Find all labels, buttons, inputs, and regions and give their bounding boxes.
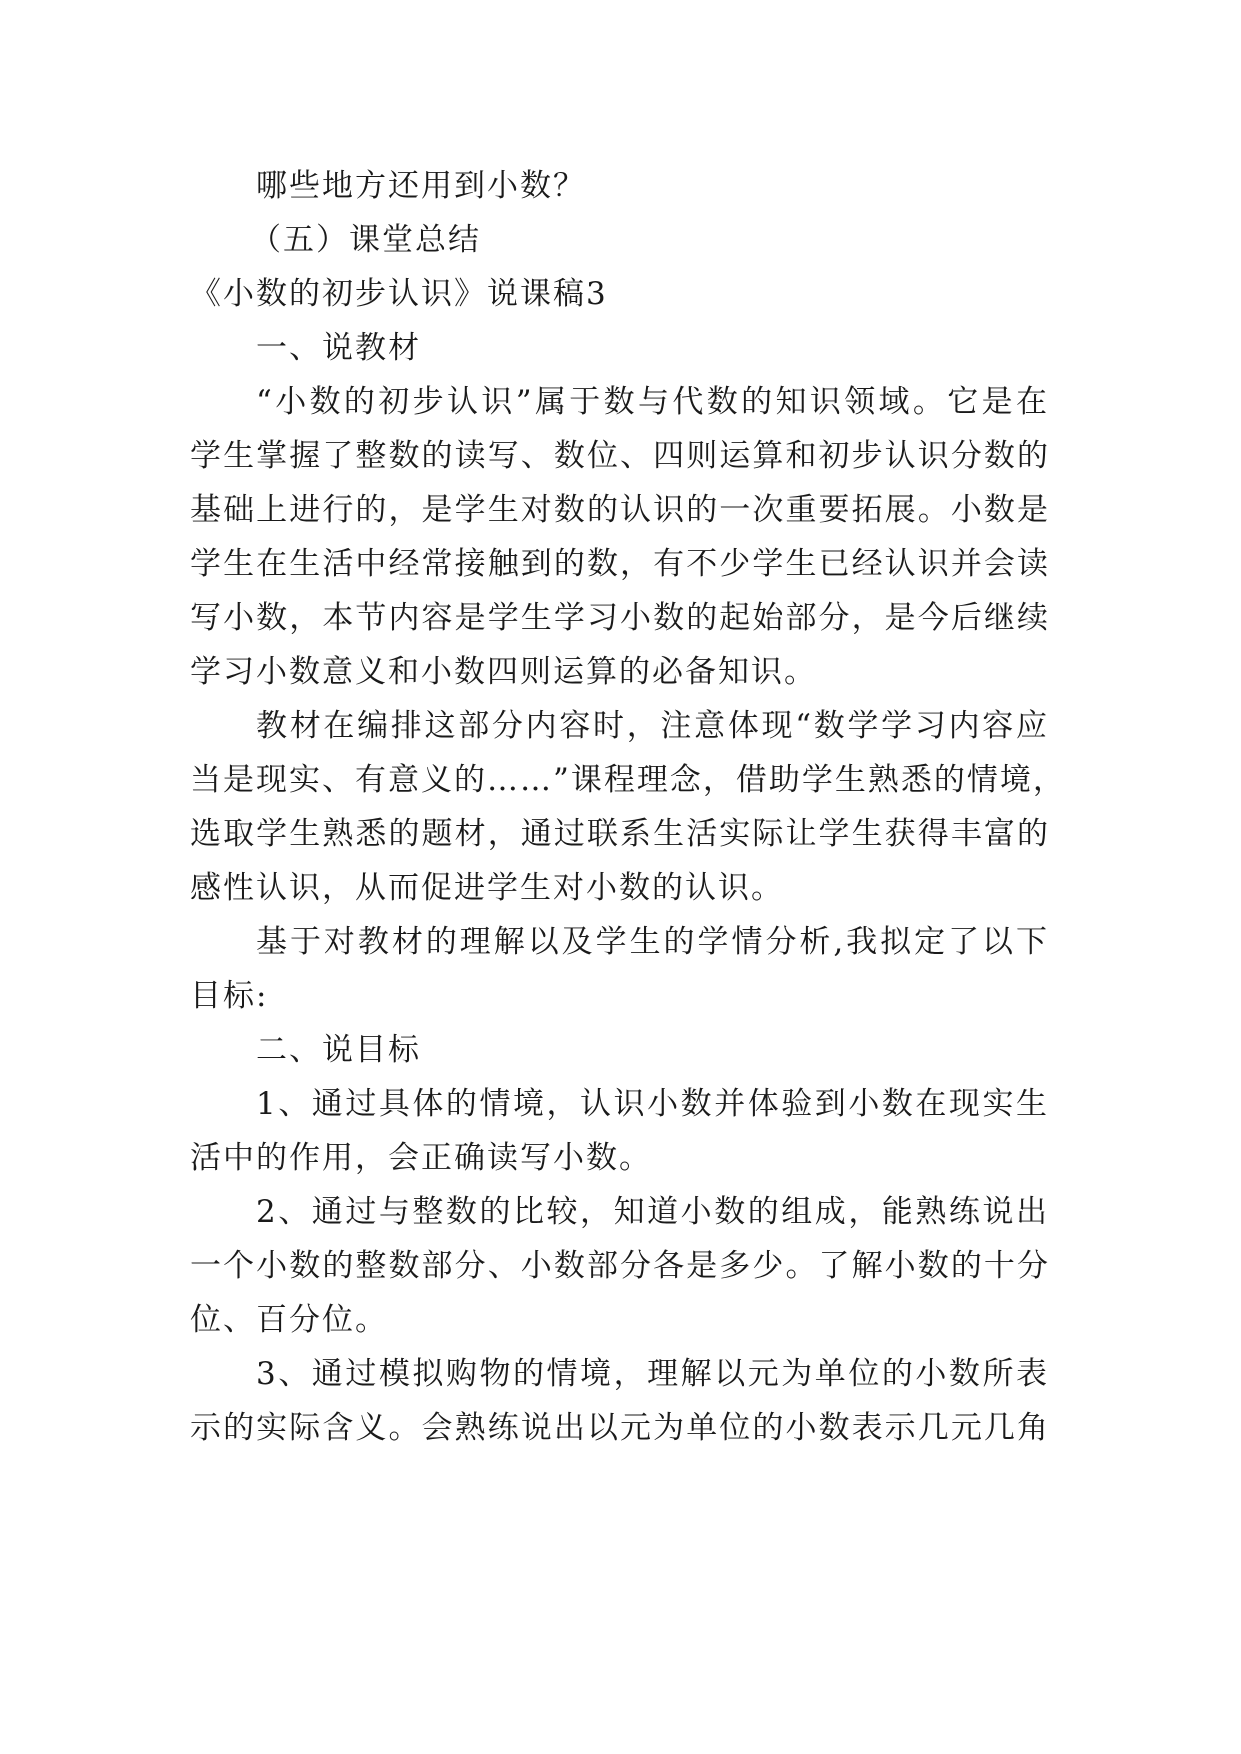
section-heading: （五）课堂总结 [250,222,481,258]
section-heading: 二、说目标 [256,1032,421,1068]
paragraph-line: “小数的初步认识”属于数与代数的知识领域。它是在 [256,384,1049,420]
paragraph-line: 学习小数意义和小数四则运算的必备知识。 [190,654,817,690]
list-item-line: 1、通过具体的情境，认识小数并体验到小数在现实生 [256,1086,1049,1122]
paragraph-line: 选取学生熟悉的题材，通过联系生活实际让学生获得丰富的 [190,816,1050,852]
paragraph-line: 目标: [190,978,269,1014]
paragraph-line: 写小数，本节内容是学生学习小数的起始部分，是今后继续 [190,600,1050,636]
list-item-line: 位、百分位。 [190,1302,388,1338]
paragraph-line: 基于对教材的理解以及学生的学情分析,我拟定了以下 [256,924,1049,960]
list-item-line: 示的实际含义。会熟练说出以元为单位的小数表示几元几角 [190,1410,1050,1446]
paragraph-line: 当是现实、有意义的……”课程理念，借助学生熟悉的情境， [190,762,1066,798]
document-title: 《小数的初步认识》说课稿3 [190,276,608,312]
list-item-line: 2、通过与整数的比较，知道小数的组成，能熟练说出 [256,1194,1049,1230]
text-line: 哪些地方还用到小数？ [256,168,586,204]
paragraph-line: 教材在编排这部分内容时，注意体现“数学学习内容应 [256,708,1049,744]
list-item-line: 活中的作用，会正确读写小数。 [190,1140,652,1176]
list-item-line: 3、通过模拟购物的情境，理解以元为单位的小数所表 [256,1356,1049,1392]
section-heading: 一、说教材 [256,330,421,366]
list-item-line: 一个小数的整数部分、小数部分各是多少。了解小数的十分 [190,1248,1050,1284]
paragraph-line: 基础上进行的，是学生对数的认识的一次重要拓展。小数是 [190,492,1050,528]
paragraph-line: 感性认识，从而促进学生对小数的认识。 [190,870,784,906]
paragraph-line: 学生在生活中经常接触到的数，有不少学生已经认识并会读 [190,546,1050,582]
paragraph-line: 学生掌握了整数的读写、数位、四则运算和初步认识分数的 [190,438,1050,474]
